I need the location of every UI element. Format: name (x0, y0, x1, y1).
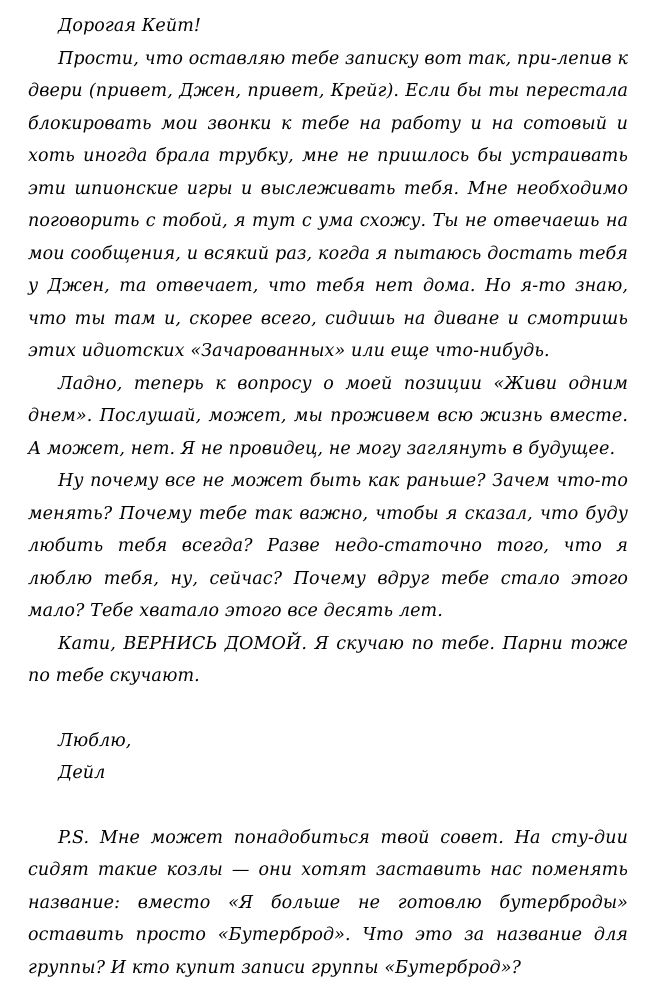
letter-paragraph-2: Ладно, теперь к вопросу о моей позиции «Живи одним днем». Послушай, может, мы проживем всю жизнь вместе. А может, нет. Я не провидец, не могу заглянуть в будущее. (28, 368, 628, 466)
letter-closing: Люблю, (28, 725, 628, 758)
letter-signature: Дейл (28, 757, 628, 790)
letter-paragraph-3: Ну почему все не может быть как раньше? Зачем что-то менять? Почему тебе так важно, чтобы я сказал, что буду любить тебя всегда? Разве недо-статочно того, что я люблю тебя, ну, сейчас? Почему вдруг тебе стало этого мало? Тебе хватало этого все десять лет. (28, 465, 628, 628)
letter-paragraph-4: Кати, ВЕРНИСЬ ДОМОЙ. Я скучаю по тебе. Парни тоже по тебе скучают. (28, 628, 628, 693)
spacer (28, 693, 628, 725)
spacer (28, 790, 628, 822)
handwritten-letter (28, 10, 628, 984)
letter-greeting: Дорогая Кейт! (28, 10, 628, 43)
letter-paragraph-1: Прости, что оставляю тебе записку вот так, при-лепив к двери (привет, Джен, привет, Крейг). Если бы ты перестала блокировать мои звонки к тебе на работу и на сотовый и хоть иногда брала трубку, мне не пришлось бы устраивать эти шпионские игры и выслеживать тебя. Мне необходимо поговорить с тобой, я тут с ума схожу. Ты не отвечаешь на мои сообщения, и всякий раз, когда я пытаюсь достать тебя у Джен, та отвечает, что тебя нет дома. Но я-то знаю, что ты там и, скорее всего, сидишь на диване и смотришь этих идиотских «Зачарованных» или еще что-нибудь. (28, 43, 628, 368)
letter-postscript: P.S. Мне может понадобиться твой совет. На сту-дии сидят такие козлы — они хотят заставить нас поменять название: вместо «Я больше не готовлю бутерброды» оставить просто «Бутерброд». Что это за название для группы? И кто купит записи группы «Бутерброд»? (28, 822, 628, 984)
